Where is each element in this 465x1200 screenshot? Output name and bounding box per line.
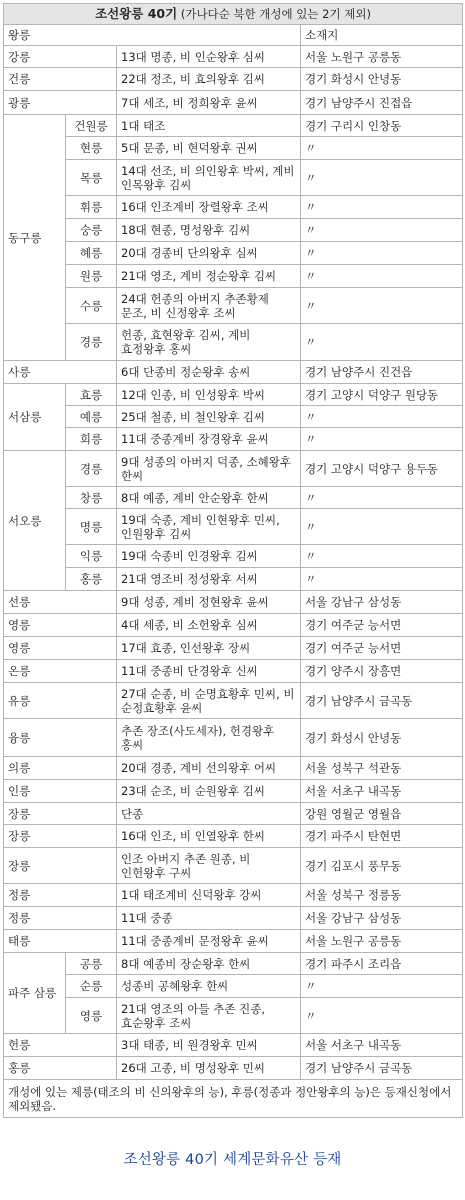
tomb-name: 원릉	[66, 265, 117, 288]
tomb-name: 혜릉	[66, 242, 117, 265]
table-row	[4, 46, 463, 68]
table-row	[4, 509, 463, 545]
tomb-location: 경기 고양시 덕양구 원당동	[301, 384, 463, 406]
tomb-desc: 6대 단종비 정순왕후 송씨	[117, 361, 301, 384]
tomb-name: 헌릉	[4, 1034, 117, 1057]
tomb-name: 장릉	[4, 803, 117, 825]
tomb-desc: 11대 중종	[117, 907, 301, 930]
tomb-name: 건원릉	[66, 115, 117, 137]
tomb-location: 서울 서초구 내곡동	[301, 780, 463, 803]
tomb-name: 영릉	[4, 614, 117, 637]
tomb-desc: 16대 인조, 비 인열왕후 한씨	[117, 825, 301, 848]
table-row	[4, 884, 463, 907]
tomb-name: 공릉	[66, 953, 117, 975]
table-row	[4, 384, 463, 406]
tomb-desc: 24대 헌종의 아버지 추존황제 문조, 비 신정왕후 조씨	[117, 288, 301, 324]
tomb-location: 서울 노원구 공릉동	[301, 930, 463, 953]
table-row	[4, 637, 463, 660]
column-header-location: 소재지	[301, 25, 463, 46]
table-row	[4, 683, 463, 719]
tomb-location: 서울 강남구 삼성동	[301, 907, 463, 930]
tomb-desc: 20대 경종, 계비 선의왕후 어씨	[117, 757, 301, 780]
tomb-name: 홍릉	[66, 568, 117, 591]
group-name: 서오릉	[4, 451, 66, 591]
tomb-desc: 22대 정조, 비 효의왕후 김씨	[117, 68, 301, 91]
tomb-location: 〃	[301, 545, 463, 568]
table-row	[4, 780, 463, 803]
tomb-name: 의릉	[4, 757, 117, 780]
tomb-desc: 27대 순종, 비 순명효황후 민씨, 비 순정효황후 윤씨	[117, 683, 301, 719]
table-row	[4, 998, 463, 1034]
table-row	[4, 361, 463, 384]
group-name: 동구릉	[4, 115, 66, 361]
table-row	[4, 907, 463, 930]
column-header-row	[4, 25, 463, 46]
tomb-desc: 21대 영조의 아들 추존 진종, 효순왕후 조씨	[117, 998, 301, 1034]
tomb-name: 사릉	[4, 361, 117, 384]
tomb-location: 경기 남양주시 진건읍	[301, 361, 463, 384]
tomb-desc: 7대 세조, 비 정희왕후 윤씨	[117, 91, 301, 115]
tomb-location: 경기 양주시 장흥면	[301, 660, 463, 683]
tomb-name: 효릉	[66, 384, 117, 406]
tomb-location: 경기 화성시 안녕동	[301, 719, 463, 757]
tomb-desc: 14대 선조, 비 의인왕후 박씨, 계비 인목왕후 김씨	[117, 160, 301, 196]
tomb-name: 정릉	[4, 884, 117, 907]
tomb-desc: 19대 숙종, 계비 인현왕후 민씨, 인원왕후 김씨	[117, 509, 301, 545]
tomb-location: 서울 성북구 정릉동	[301, 884, 463, 907]
tomb-location: 서울 서초구 내곡동	[301, 1034, 463, 1057]
tomb-location: 경기 김포시 풍무동	[301, 848, 463, 884]
footnote-row	[4, 1080, 463, 1118]
tomb-location: 〃	[301, 288, 463, 324]
tomb-desc: 18대 현종, 명성왕후 김씨	[117, 219, 301, 242]
tomb-desc: 11대 중종계비 문정왕후 윤씨	[117, 930, 301, 953]
tomb-desc: 26대 고종, 비 명성왕후 민씨	[117, 1057, 301, 1080]
tomb-desc: 9대 성종, 계비 정현왕후 윤씨	[117, 591, 301, 614]
tomb-location: 경기 파주시 조리읍	[301, 953, 463, 975]
tomb-name: 홍릉	[4, 1057, 117, 1080]
table-row	[4, 614, 463, 637]
table-row	[4, 757, 463, 780]
tomb-location: 〃	[301, 509, 463, 545]
tomb-desc: 인조 아버지 추존 원종, 비 인헌왕후 구씨	[117, 848, 301, 884]
tomb-name: 수릉	[66, 288, 117, 324]
tomb-name: 장릉	[4, 825, 117, 848]
royal-tombs-table	[3, 3, 463, 1118]
tomb-name: 명릉	[66, 509, 117, 545]
tomb-name: 정릉	[4, 907, 117, 930]
table-title-subtitle: (가나다순 북한 개성에 있는 2기 제외)	[180, 7, 371, 21]
tomb-desc: 9대 성종의 아버지 덕종, 소혜왕후 한씨	[117, 451, 301, 487]
tomb-location: 경기 여주군 능서면	[301, 637, 463, 660]
tomb-location: 〃	[301, 196, 463, 219]
tomb-name: 인릉	[4, 780, 117, 803]
table-title	[4, 4, 463, 25]
tomb-desc: 11대 중종비 단경왕후 신씨	[117, 660, 301, 683]
table-row	[4, 953, 463, 975]
tomb-desc: 단종	[117, 803, 301, 825]
tomb-location: 강원 영월군 영월읍	[301, 803, 463, 825]
tomb-location: 서울 성북구 석관동	[301, 757, 463, 780]
table-row	[4, 975, 463, 998]
tomb-location: 경기 화성시 안녕동	[301, 68, 463, 91]
table-row	[4, 930, 463, 953]
tomb-desc: 11대 중종계비 장경왕후 윤씨	[117, 428, 301, 451]
tomb-desc: 4대 세종, 비 소헌왕후 심씨	[117, 614, 301, 637]
table-row	[4, 848, 463, 884]
table-row	[4, 68, 463, 91]
tomb-name: 목릉	[66, 160, 117, 196]
tomb-desc: 20대 경종비 단의왕후 심씨	[117, 242, 301, 265]
tomb-desc: 12대 인종, 비 인성왕후 박씨	[117, 384, 301, 406]
tomb-desc: 1대 태조계비 신덕왕후 강씨	[117, 884, 301, 907]
tomb-location: 경기 남양주시 금곡동	[301, 683, 463, 719]
tomb-name: 예릉	[66, 406, 117, 428]
table-row	[4, 160, 463, 196]
tomb-name: 경릉	[66, 451, 117, 487]
tomb-location: 〃	[301, 975, 463, 998]
table-row	[4, 803, 463, 825]
table-row	[4, 545, 463, 568]
tomb-name: 익릉	[66, 545, 117, 568]
tomb-desc: 25대 철종, 비 철인왕후 김씨	[117, 406, 301, 428]
table-row	[4, 324, 463, 361]
tomb-location: 경기 파주시 탄현면	[301, 825, 463, 848]
tomb-location: 서울 노원구 공릉동	[301, 46, 463, 68]
footnote: 개성에 있는 제릉(태조의 비 신의왕후의 능), 후릉(정종과 정안왕후의 능)은 등재신청에서 제외됐음.	[4, 1080, 463, 1118]
table-row	[4, 719, 463, 757]
table-row	[4, 660, 463, 683]
tomb-location: 서울 강남구 삼성동	[301, 591, 463, 614]
column-header-tomb: 왕릉	[4, 25, 301, 46]
tomb-location: 〃	[301, 568, 463, 591]
tomb-location: 경기 구리시 인창동	[301, 115, 463, 137]
table-row	[4, 1034, 463, 1057]
tomb-location: 경기 남양주시 금곡동	[301, 1057, 463, 1080]
table-row	[4, 115, 463, 137]
table-row	[4, 825, 463, 848]
tomb-location: 경기 고양시 덕양구 용두동	[301, 451, 463, 487]
tomb-desc: 8대 예종, 계비 안순왕후 한씨	[117, 487, 301, 509]
table-row	[4, 406, 463, 428]
tomb-location: 〃	[301, 406, 463, 428]
tomb-desc: 19대 숙종비 인경왕후 김씨	[117, 545, 301, 568]
tomb-name: 현릉	[66, 137, 117, 160]
tomb-name: 숭릉	[66, 219, 117, 242]
tomb-location: 경기 여주군 능서면	[301, 614, 463, 637]
table-row	[4, 487, 463, 509]
tomb-desc: 21대 영조비 정성왕후 서씨	[117, 568, 301, 591]
tomb-name: 온릉	[4, 660, 117, 683]
table-row	[4, 591, 463, 614]
tomb-name: 건릉	[4, 68, 117, 91]
tomb-name: 경릉	[66, 324, 117, 361]
tomb-desc: 성종비 공혜왕후 한씨	[117, 975, 301, 998]
tomb-name: 영릉	[4, 637, 117, 660]
tomb-location: 〃	[301, 428, 463, 451]
group-name: 서삼릉	[4, 384, 66, 451]
tomb-location: 〃	[301, 219, 463, 242]
tomb-name: 창릉	[66, 487, 117, 509]
tomb-name: 장릉	[4, 848, 117, 884]
tomb-name: 영릉	[66, 998, 117, 1034]
tomb-location: 〃	[301, 487, 463, 509]
table-header-row	[4, 4, 463, 25]
group-name: 파주 삼릉	[4, 953, 66, 1034]
image-caption: 조선왕릉 40기 세계문화유산 등재	[123, 1152, 342, 1168]
tomb-location: 〃	[301, 998, 463, 1034]
tomb-desc: 17대 효종, 인선왕후 장씨	[117, 637, 301, 660]
tomb-desc: 16대 인조계비 장렬왕후 조씨	[117, 196, 301, 219]
table-row	[4, 242, 463, 265]
tomb-name: 순릉	[66, 975, 117, 998]
tomb-desc: 5대 문종, 비 현덕왕후 권씨	[117, 137, 301, 160]
tomb-name: 융릉	[4, 719, 117, 757]
table-row	[4, 137, 463, 160]
tomb-desc: 21대 영조, 계비 정순왕후 김씨	[117, 265, 301, 288]
tomb-location: 〃	[301, 160, 463, 196]
tomb-desc: 3대 태종, 비 원경왕후 민씨	[117, 1034, 301, 1057]
tomb-name: 유릉	[4, 683, 117, 719]
tomb-name: 광릉	[4, 91, 117, 115]
tomb-name: 선릉	[4, 591, 117, 614]
tomb-desc: 13대 명종, 비 인순왕후 심씨	[117, 46, 301, 68]
tomb-desc: 8대 예종비 장순왕후 한씨	[117, 953, 301, 975]
table-row	[4, 91, 463, 115]
table-row	[4, 288, 463, 324]
table-title-main: 조선왕릉 40기	[95, 6, 178, 21]
table-row	[4, 219, 463, 242]
tomb-desc: 1대 태조	[117, 115, 301, 137]
tomb-name: 휘릉	[66, 196, 117, 219]
tomb-desc: 헌종, 효현왕후 김씨, 계비 효정왕후 홍씨	[117, 324, 301, 361]
table-row	[4, 451, 463, 487]
tomb-name: 희릉	[66, 428, 117, 451]
tomb-location: 〃	[301, 137, 463, 160]
table-row	[4, 568, 463, 591]
tomb-desc: 23대 순조, 비 순원왕후 김씨	[117, 780, 301, 803]
tomb-desc: 추존 장조(사도세자), 헌경왕후 홍씨	[117, 719, 301, 757]
table-row	[4, 196, 463, 219]
table-row	[4, 265, 463, 288]
table-row	[4, 428, 463, 451]
tomb-location: 경기 남양주시 진접읍	[301, 91, 463, 115]
tomb-name: 태릉	[4, 930, 117, 953]
tomb-location: 〃	[301, 242, 463, 265]
table-row	[4, 1057, 463, 1080]
tomb-name: 강릉	[4, 46, 117, 68]
tomb-location: 〃	[301, 265, 463, 288]
tomb-location: 〃	[301, 324, 463, 361]
